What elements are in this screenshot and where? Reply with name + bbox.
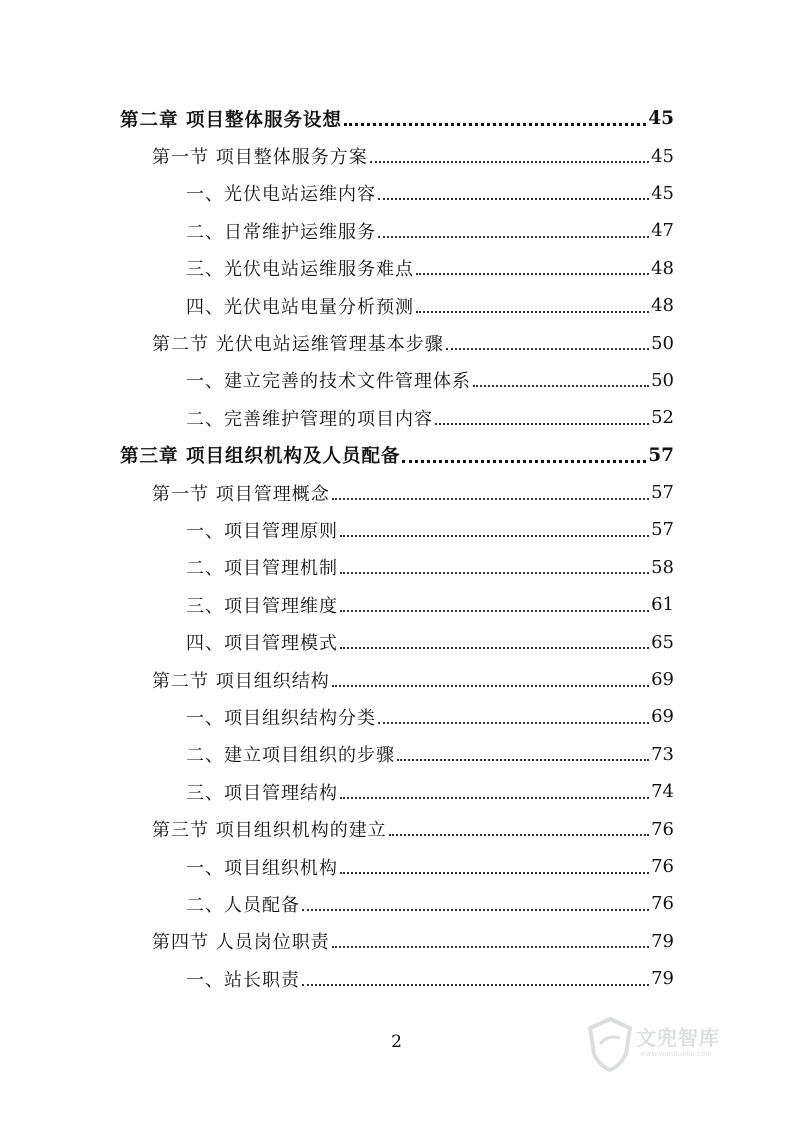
toc-entry-title: 二、建立项目组织的步骤 xyxy=(186,745,395,767)
table-of-contents xyxy=(0,100,793,997)
page-number: 2 xyxy=(391,1032,402,1052)
toc-entry-title: 二、项目管理机制 xyxy=(186,558,338,580)
toc-entry[interactable] xyxy=(0,287,793,324)
toc-entry-title: 四、光伏电站电量分析预测 xyxy=(186,296,414,318)
toc-entry[interactable] xyxy=(0,549,793,586)
toc-entry-title: 第三节 项目组织机构的建立 xyxy=(152,820,387,842)
dot-leader xyxy=(378,722,649,724)
toc-entry-title: 第四节 人员岗位职责 xyxy=(152,932,330,954)
toc-entry-page: 76 xyxy=(651,818,674,840)
toc-entry-page: 79 xyxy=(651,968,674,990)
dot-leader xyxy=(416,273,649,275)
toc-entry-page: 45 xyxy=(651,145,674,167)
toc-entry-page: 52 xyxy=(651,407,674,429)
toc-entry-page: 69 xyxy=(651,706,674,728)
dot-leader xyxy=(332,946,649,948)
toc-entry-title: 四、项目管理模式 xyxy=(186,633,338,655)
dot-leader xyxy=(389,834,649,836)
toc-entry[interactable] xyxy=(0,810,793,847)
toc-entry-page: 57 xyxy=(648,444,674,466)
toc-entry-title: 第二章 项目整体服务设想 xyxy=(120,109,342,131)
toc-entry[interactable] xyxy=(0,885,793,922)
toc-entry[interactable] xyxy=(0,474,793,511)
toc-entry[interactable] xyxy=(0,736,793,773)
dot-leader xyxy=(435,423,649,425)
toc-entry-title: 二、完善维护管理的项目内容 xyxy=(186,408,433,430)
toc-entry[interactable] xyxy=(0,100,793,137)
toc-entry-title: 第二节 项目组织结构 xyxy=(152,670,330,692)
watermark-brand: 文兜智库 xyxy=(636,1026,720,1050)
toc-entry-page: 45 xyxy=(651,182,674,204)
toc-entry[interactable] xyxy=(0,623,793,660)
toc-entry-page: 65 xyxy=(651,631,674,653)
toc-entry-page: 50 xyxy=(651,369,674,391)
toc-entry-page: 79 xyxy=(651,930,674,952)
toc-entry[interactable] xyxy=(0,511,793,548)
toc-entry[interactable] xyxy=(0,324,793,361)
dot-leader xyxy=(332,498,649,500)
toc-entry-page: 61 xyxy=(651,594,674,616)
toc-entry-page: 45 xyxy=(648,108,674,130)
dot-leader xyxy=(397,759,649,761)
toc-entry[interactable] xyxy=(0,212,793,249)
shield-logo-icon xyxy=(586,1016,634,1072)
toc-entry-title: 第一节 项目整体服务方案 xyxy=(152,147,368,169)
toc-entry-title: 一、站长职责 xyxy=(186,969,300,991)
dot-leader xyxy=(473,385,649,387)
toc-entry-title: 第一节 项目管理概念 xyxy=(152,483,330,505)
toc-entry-title: 二、日常维护运维服务 xyxy=(186,221,376,243)
toc-entry-title: 第三章 项目组织机构及人员配备 xyxy=(120,446,401,468)
dot-leader xyxy=(446,348,649,350)
toc-entry-page: 76 xyxy=(651,856,674,877)
dot-leader xyxy=(416,311,649,313)
toc-entry-page: 73 xyxy=(651,743,674,765)
dot-leader xyxy=(340,572,649,574)
toc-entry-page: 76 xyxy=(651,893,674,915)
toc-entry-page: 74 xyxy=(651,781,674,803)
toc-entry-page: 50 xyxy=(651,332,674,354)
toc-entry-title: 一、项目组织机构 xyxy=(186,857,338,879)
toc-entry[interactable] xyxy=(0,698,793,735)
dot-leader xyxy=(370,161,649,163)
watermark-logo xyxy=(586,1016,756,1076)
toc-entry[interactable] xyxy=(0,773,793,810)
toc-entry-page: 57 xyxy=(651,482,674,504)
dot-leader xyxy=(340,535,649,537)
toc-entry[interactable] xyxy=(0,250,793,287)
toc-entry-title: 一、建立完善的技术文件管理体系 xyxy=(186,371,471,393)
toc-entry-page: 48 xyxy=(651,295,674,317)
toc-entry-title: 一、光伏电站运维内容 xyxy=(186,184,376,206)
toc-entry[interactable] xyxy=(0,175,793,212)
toc-entry[interactable] xyxy=(0,586,793,623)
toc-entry-title: 三、项目管理结构 xyxy=(186,782,338,804)
toc-entry[interactable] xyxy=(0,661,793,698)
toc-entry-title: 一、项目组织结构分类 xyxy=(186,707,376,729)
toc-entry-page: 57 xyxy=(651,519,674,541)
dot-leader xyxy=(378,198,649,200)
toc-entry-title: 一、项目管理原则 xyxy=(186,520,338,542)
watermark-url: www.wenduoku.com xyxy=(640,1050,712,1058)
dot-leader xyxy=(340,797,649,799)
dot-leader xyxy=(302,909,649,911)
toc-entry-title: 三、光伏电站运维服务难点 xyxy=(186,259,414,281)
toc-entry[interactable] xyxy=(0,362,793,399)
toc-entry-page: 58 xyxy=(651,556,674,578)
dot-leader xyxy=(340,647,649,649)
dot-leader xyxy=(340,872,649,874)
toc-entry[interactable] xyxy=(0,137,793,174)
toc-entry[interactable] xyxy=(0,437,793,474)
dot-leader xyxy=(378,236,649,238)
toc-entry[interactable] xyxy=(0,399,793,436)
dot-leader xyxy=(302,984,649,986)
toc-entry-page: 48 xyxy=(651,257,674,279)
toc-entry[interactable] xyxy=(0,848,793,885)
toc-entry-title: 第二节 光伏电站运维管理基本步骤 xyxy=(152,334,444,356)
dot-leader xyxy=(332,685,649,687)
toc-entry[interactable] xyxy=(0,960,793,997)
toc-entry-page: 69 xyxy=(651,669,674,691)
toc-entry-page: 47 xyxy=(651,220,674,242)
toc-entry-title: 三、项目管理维度 xyxy=(186,595,338,617)
toc-entry[interactable] xyxy=(0,923,793,960)
toc-entry-title: 二、人员配备 xyxy=(186,894,300,916)
dot-leader xyxy=(344,123,646,126)
dot-leader xyxy=(402,460,646,463)
dot-leader xyxy=(340,610,649,612)
